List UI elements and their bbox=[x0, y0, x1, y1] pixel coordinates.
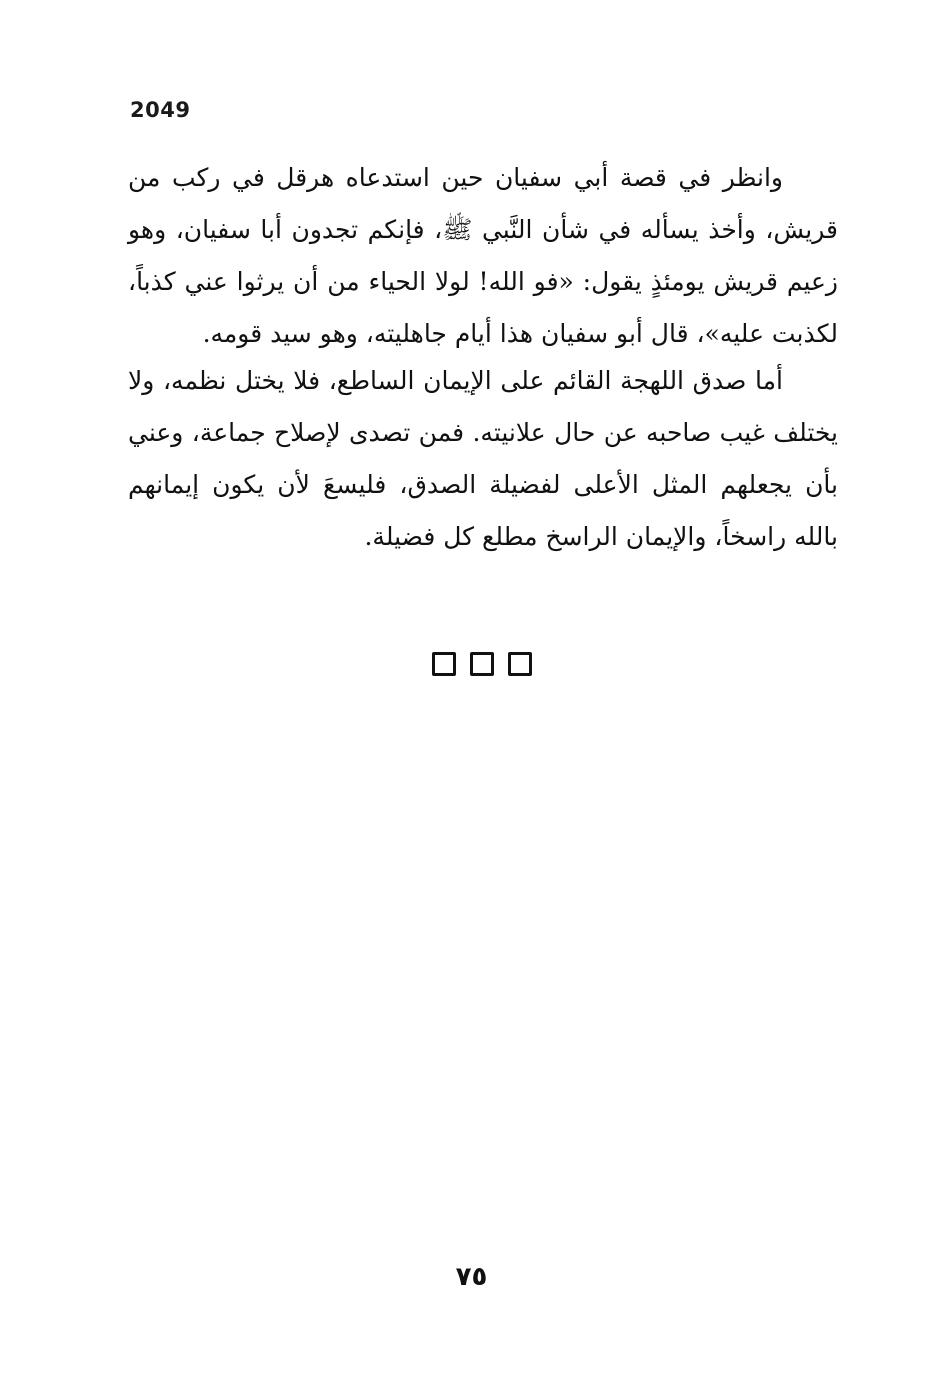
paragraph-2: أما صدق اللهجة القائم على الإيمان الساطع، فلا يختل نظمه، ولا يختلف غيب صاحبه عن حال علانيته. فمن تصدى لإصلاح جماعة، وعني بأن يجعلهم المثل الأعلى لفضيلة الصدق، فليسعَ لأن يكون إيمانهم بالله راسخاً، والإيمان الراسخ مطلع كل فضيلة. bbox=[128, 366, 838, 551]
section-divider-ornament bbox=[432, 652, 532, 676]
page-number: ٧٥ bbox=[455, 1262, 488, 1292]
paragraph-1: وانظر في قصة أبي سفيان حين استدعاه هرقل في ركب من قريش، وأخذ يسأله في شأن النَّبي ﷺ، فإنكم تجدون أبا سفيان، وهو زعيم قريش يومئذٍ يقول: «فو الله! لولا الحياء من أن يرثوا عني كذباً، لكذبت عليه»، قال أبو سفيان هذا أيام جاهليته، وهو سيد قومه. bbox=[128, 163, 838, 348]
ornament-square-icon bbox=[470, 652, 494, 676]
ornament-square-icon bbox=[432, 652, 456, 676]
reference-number: 2049 bbox=[130, 98, 191, 122]
ornament-square-icon bbox=[508, 652, 532, 676]
